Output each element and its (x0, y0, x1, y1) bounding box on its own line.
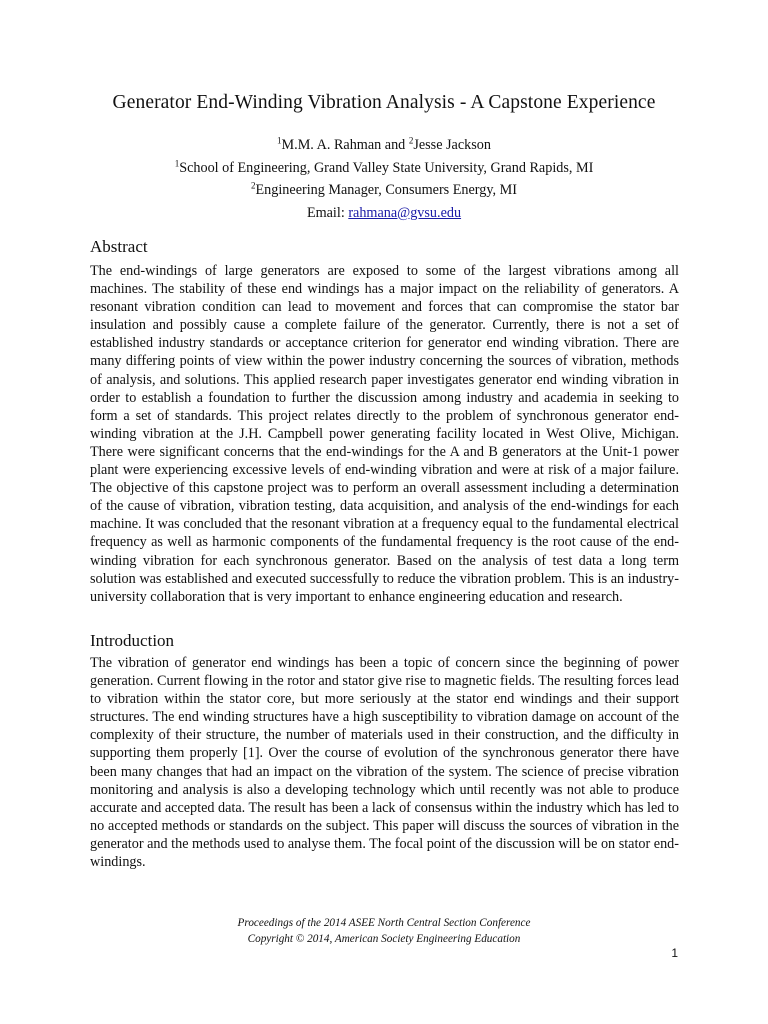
email-label: Email: (306, 204, 349, 221)
page-footer (0, 916, 768, 947)
affiliation1-text: School of Engineering, Grand Valley State University, Grand Rapids, MI (179, 159, 594, 176)
introduction-text: The vibration of generator end windings has been a topic of concern since the beginning of power generation. Current flowing in the rotor and stator give rise to magnetic fields. The resulting forces lead to vibration within the stator core, but more seriously at the stator end windings and their support structures. The end winding structures have a high susceptibility to vibration damage on account of the complexity of their structure, the number of materials used in their construction, and the difficulty in supporting them properly [1]. Over the course of evolution of the synchronous generator there have been many changes that had an impact on the vibration of the system. The science of precise vibration monitoring and analysis is also a developing technology which until recently was not able to produce accurate and accepted data. The result has been a lack of consensus within the industry which has led to no accepted methods or standards on the subject. This paper will discuss the sources of vibration in the generator and the methods used to analyse them. The focal point of the discussion will be on stator end-windings. (90, 655, 679, 871)
abstract-heading: Abstract (90, 237, 148, 256)
author2-name: Jesse Jackson (413, 137, 491, 153)
author-line (0, 134, 768, 157)
footer-copyright: Copyright © 2014, American Society Engineering Education (247, 932, 521, 945)
affiliation1-superscript: 1 (174, 157, 180, 168)
affiliation2-text: Engineering Manager, Consumers Energy, MI (255, 182, 517, 198)
author1-name: M.M. A. Rahman and (281, 137, 409, 153)
email-link[interactable]: rahmana@gvsu.edu (348, 204, 462, 221)
affiliation-1 (0, 157, 768, 180)
abstract-text: The end-windings of large generators are exposed to some of the largest vibrations among all machines. The stability of these end windings has a major impact on the reliability of generators. A resonant vibration condition can lead to movement and forces that can compromise the stator bar insulation and possibly cause a complete failure of the generator. Currently, there is not a set of established industry standards or acceptance criterion for generator end winding vibration. There are many differing points of view within the power industry concerning the sources of vibration, methods of analysis, and solutions. This applied research paper investigates generator end winding vibration in order to establish a foundation to further the discussion among industry and academia in seeking to form a set of standards. This project relates directly to the problem of synchronous generator end-winding vibration at the J.H. Campbell power generating facility located in West Olive, Michigan. There were significant concerns that the end-windings for the A and B generators at the Unit-1 power plant were experiencing excessive levels of end-winding vibration and were at risk of a major failure. The objective of this capstone project was to perform an overall assessment including a determination of the cause of vibration, vibration testing, data acquisition, and analysis of the end-windings for each machine. It was concluded that the resonant vibration at a frequency equal to the fundamental electrical frequency as well as harmonic components of the fundamental frequency is the root cause of the end-winding vibration for each synchronous generator. Based on the analysis of test data a long term solution was established and executed successfully to reduce the vibration problem. This is an industry-university collaboration that is very important to enhance engineering education and research. (90, 263, 679, 605)
author1-superscript: 1 (277, 135, 282, 146)
footer-proceedings: Proceedings of the 2014 ASEE North Central Section Conference (237, 917, 531, 929)
affiliation-2 (0, 179, 768, 202)
paper-title: Generator End-Winding Vibration Analysis - A Capstone Experience (112, 92, 656, 113)
affiliation2-superscript: 2 (251, 180, 256, 191)
author2-superscript: 2 (408, 135, 414, 146)
page-number: 1 (671, 946, 678, 960)
email-line (0, 202, 768, 225)
introduction-heading: Introduction (90, 631, 175, 650)
author-block (0, 134, 768, 224)
